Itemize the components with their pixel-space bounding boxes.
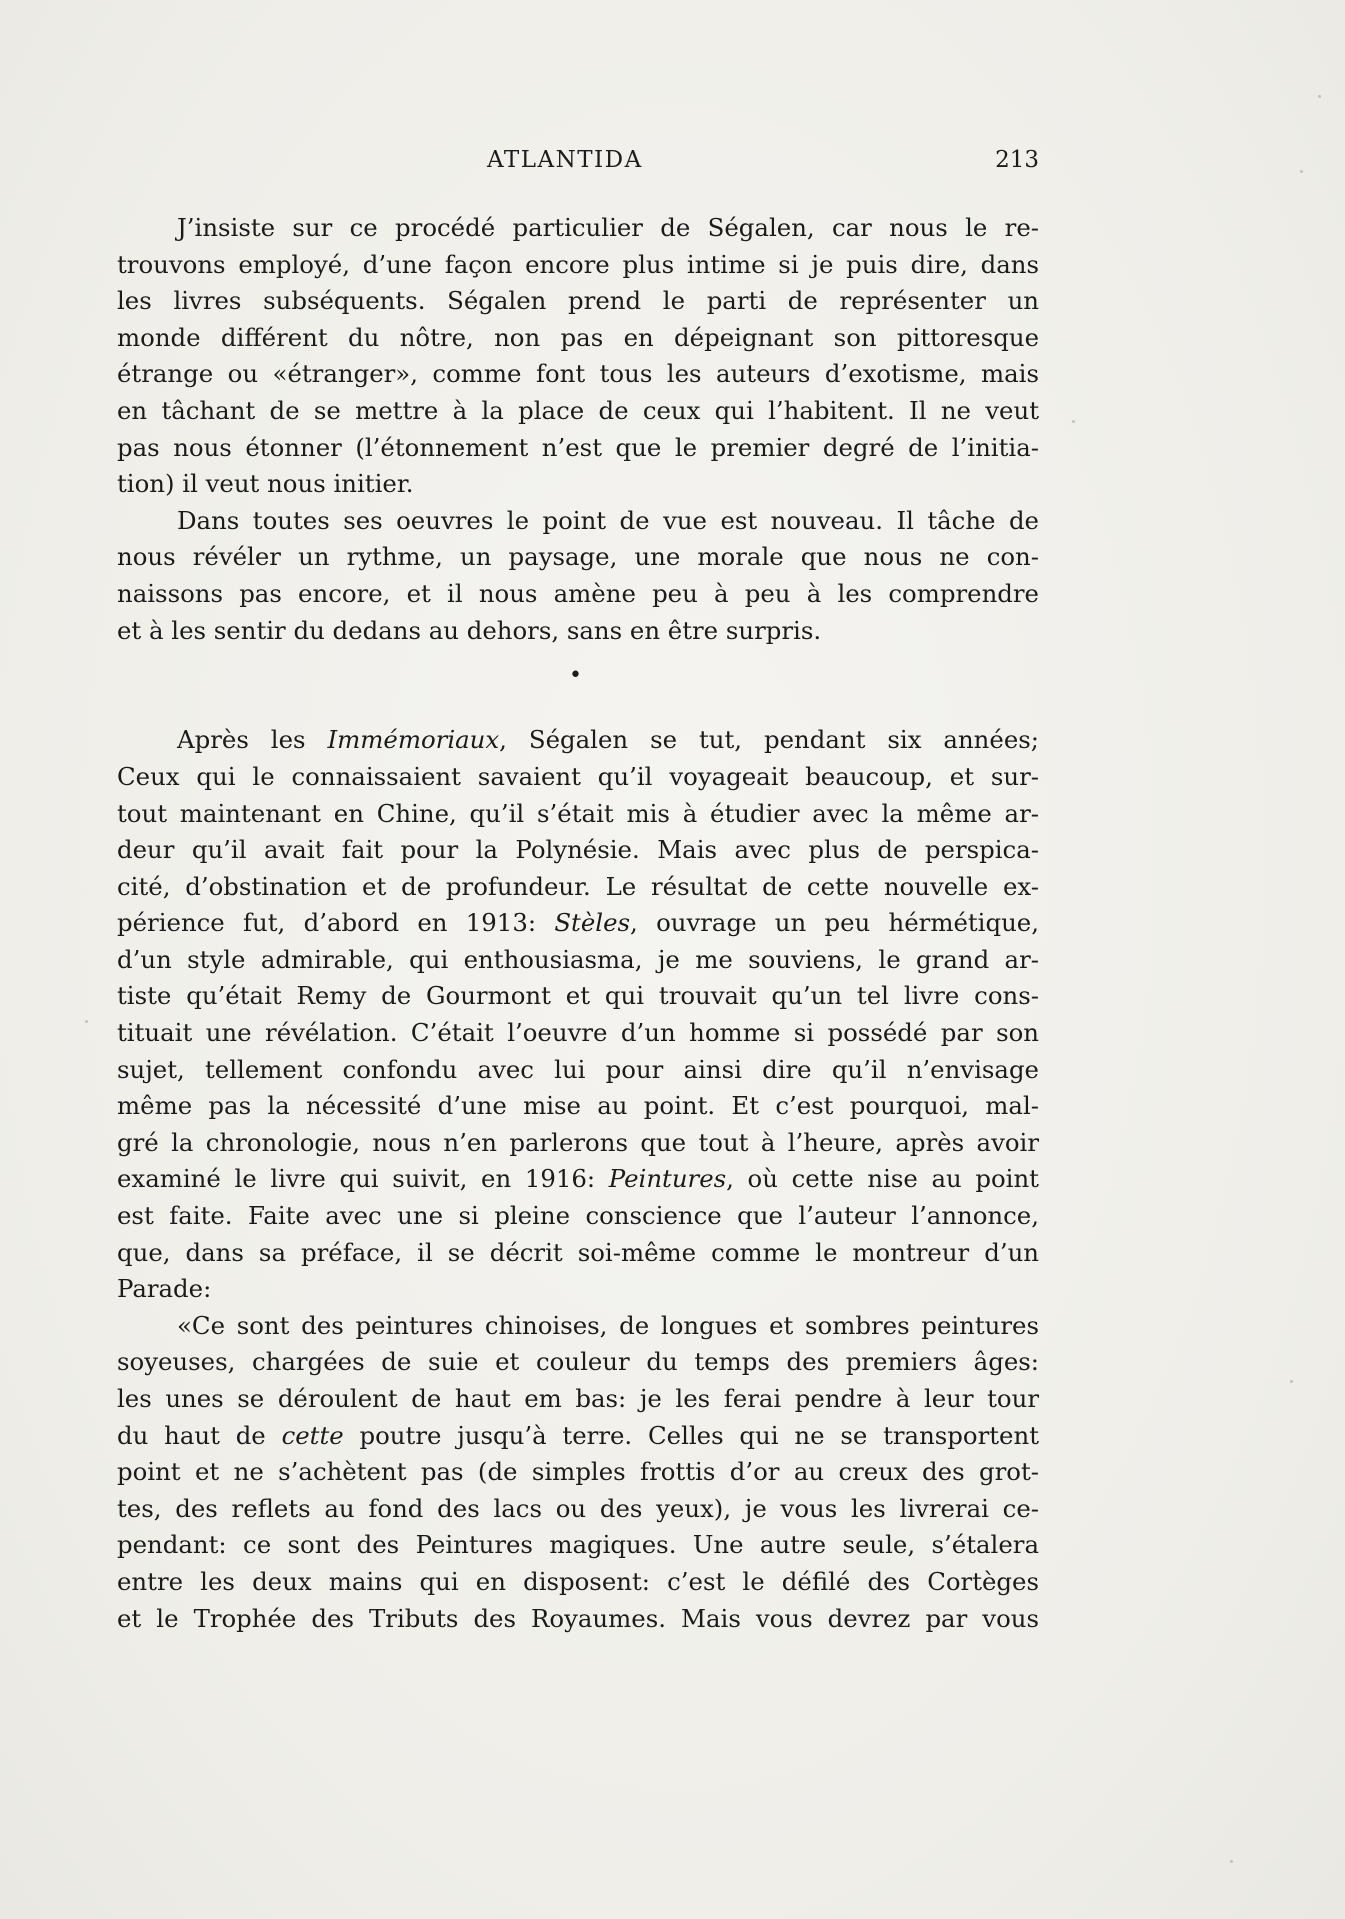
text-fragment: , ouvrage un peu hérmétique, bbox=[630, 908, 1039, 938]
book-title: Immémoriaux bbox=[327, 725, 500, 755]
paper-speck bbox=[1072, 420, 1075, 423]
text-line: étrange ou «étranger», comme font tous les auteurs d’exotisme, mais bbox=[117, 359, 1039, 389]
text-line: trouvons employé, d’une façon encore plus intime si je puis dire, dans bbox=[117, 249, 1039, 279]
text-line: nous révéler un rythme, un paysage, une morale que nous ne con- bbox=[117, 542, 1039, 572]
text-fragment: examiné le livre qui suivit, en 1916: bbox=[117, 1164, 609, 1194]
emphasis: cette bbox=[281, 1420, 344, 1450]
paragraph bbox=[117, 722, 1039, 1308]
paragraph bbox=[117, 503, 1039, 649]
text-line: même pas la nécessité d’une mise au point. Et c’est pourquoi, mal- bbox=[117, 1091, 1039, 1121]
paper-speck bbox=[1230, 1860, 1233, 1863]
quotation bbox=[117, 1308, 1039, 1637]
body-text bbox=[117, 210, 1039, 1637]
text-line: tiste qu’était Remy de Gourmont et qui trouvait qu’un tel livre cons- bbox=[117, 981, 1039, 1011]
text-line: et le Trophée des Tributs des Royaumes. Mais vous devrez par vous bbox=[117, 1603, 1039, 1633]
text-line bbox=[117, 905, 1039, 942]
text-line: tout maintenant en Chine, qu’il s’était mis à étudier avec la même ar- bbox=[117, 798, 1039, 828]
text-line: tes, des reflets au fond des lacs ou des yeux), je vous les livrerai ce- bbox=[117, 1493, 1039, 1523]
text-line: les livres subséquents. Ségalen prend le parti de représenter un bbox=[117, 286, 1039, 316]
separator-dot: • bbox=[569, 663, 582, 689]
text-fragment: périence fut, d’abord en 1913: bbox=[117, 908, 555, 938]
text-line: naissons pas encore, et il nous amène peu à peu à les comprendre bbox=[117, 578, 1039, 608]
text-line: gré la chronologie, nous n’en parlerons que tout à l’heure, après avoir bbox=[117, 1127, 1039, 1157]
book-title: Peintures bbox=[608, 1164, 727, 1194]
text-line: et à les sentir du dedans au dehors, sans en être surpris. bbox=[117, 615, 822, 645]
text-line: sujet, tellement confondu avec lui pour ainsi dire qu’il n’envisage bbox=[117, 1054, 1039, 1084]
paper-speck bbox=[1318, 95, 1321, 98]
text-line: deur qu’il avait fait pour la Polynésie. Mais avec plus de perspica- bbox=[117, 835, 1039, 865]
text-line: tituait une révélation. C’était l’oeuvre d’un homme si possédé par son bbox=[117, 1018, 1039, 1048]
running-title: ATLANTIDA bbox=[487, 147, 643, 173]
text-fragment: , où cette nise au point bbox=[726, 1164, 1039, 1194]
text-line: tion) il veut nous initier. bbox=[117, 469, 414, 499]
text-line: que, dans sa préface, il se décrit soi-même comme le montreur d’un bbox=[117, 1237, 1039, 1267]
running-head bbox=[117, 142, 1039, 182]
page-number: 213 bbox=[995, 147, 1039, 173]
paper-speck bbox=[85, 1020, 88, 1023]
text-fragment: , Ségalen se tut, pendant six années; bbox=[499, 725, 1039, 755]
paper-speck bbox=[1300, 170, 1303, 173]
text-line: cité, d’obstination et de profundeur. Le résultat de cette nouvelle ex- bbox=[117, 871, 1039, 901]
text-line: est faite. Faite avec une si pleine conscience que l’auteur l’annonce, bbox=[117, 1201, 1039, 1231]
text-line: «Ce sont des peintures chinoises, de longues et sombres peintures bbox=[177, 1310, 1039, 1340]
paragraph bbox=[117, 210, 1039, 503]
text-line: soyeuses, chargées de suie et couleur du temps des premiers âges: bbox=[117, 1347, 1039, 1377]
paper-speck bbox=[1290, 1380, 1293, 1383]
text-line: point et ne s’achètent pas (de simples frottis d’or au creux des grot- bbox=[117, 1457, 1039, 1487]
text-fragment: Après les bbox=[177, 725, 328, 755]
text-line: pendant: ce sont des Peintures magiques. Une autre seule, s’étalera bbox=[117, 1530, 1039, 1560]
text-line: entre les deux mains qui en disposent: c’est le défilé des Cortèges bbox=[117, 1566, 1039, 1596]
text-line bbox=[117, 1418, 1039, 1455]
section-separator bbox=[117, 649, 1039, 722]
text-fragment: du haut de bbox=[117, 1420, 282, 1450]
text-line: les unes se déroulent de haut em bas: je les ferai pendre à leur tour bbox=[117, 1384, 1039, 1413]
text-line bbox=[117, 1161, 1039, 1198]
text-line: Ceux qui le connaissaient savaient qu’il voyageait beaucoup, et sur- bbox=[117, 761, 1039, 791]
text-fragment: poutre jusqu’à terre. Celles qui ne se transportent bbox=[343, 1420, 1040, 1450]
text-line: Parade: bbox=[117, 1274, 212, 1304]
text-line bbox=[117, 722, 1039, 759]
text-line: pas nous étonner (l’étonnement n’est que le premier degré de l’initia- bbox=[117, 432, 1039, 462]
book-title: Stèles bbox=[554, 908, 631, 938]
text-line: en tâchant de se mettre à la place de ceux qui l’habitent. Il ne veut bbox=[117, 395, 1039, 425]
text-line: d’un style admirable, qui enthousiasma, je me souviens, le grand ar- bbox=[117, 944, 1039, 974]
text-line: J’insiste sur ce procédé particulier de Ségalen, car nous le re- bbox=[177, 213, 1039, 242]
text-line: monde différent du nôtre, non pas en dépeignant son pittoresque bbox=[117, 322, 1039, 352]
text-line: Dans toutes ses oeuvres le point de vue est nouveau. Il tâche de bbox=[177, 505, 1039, 535]
